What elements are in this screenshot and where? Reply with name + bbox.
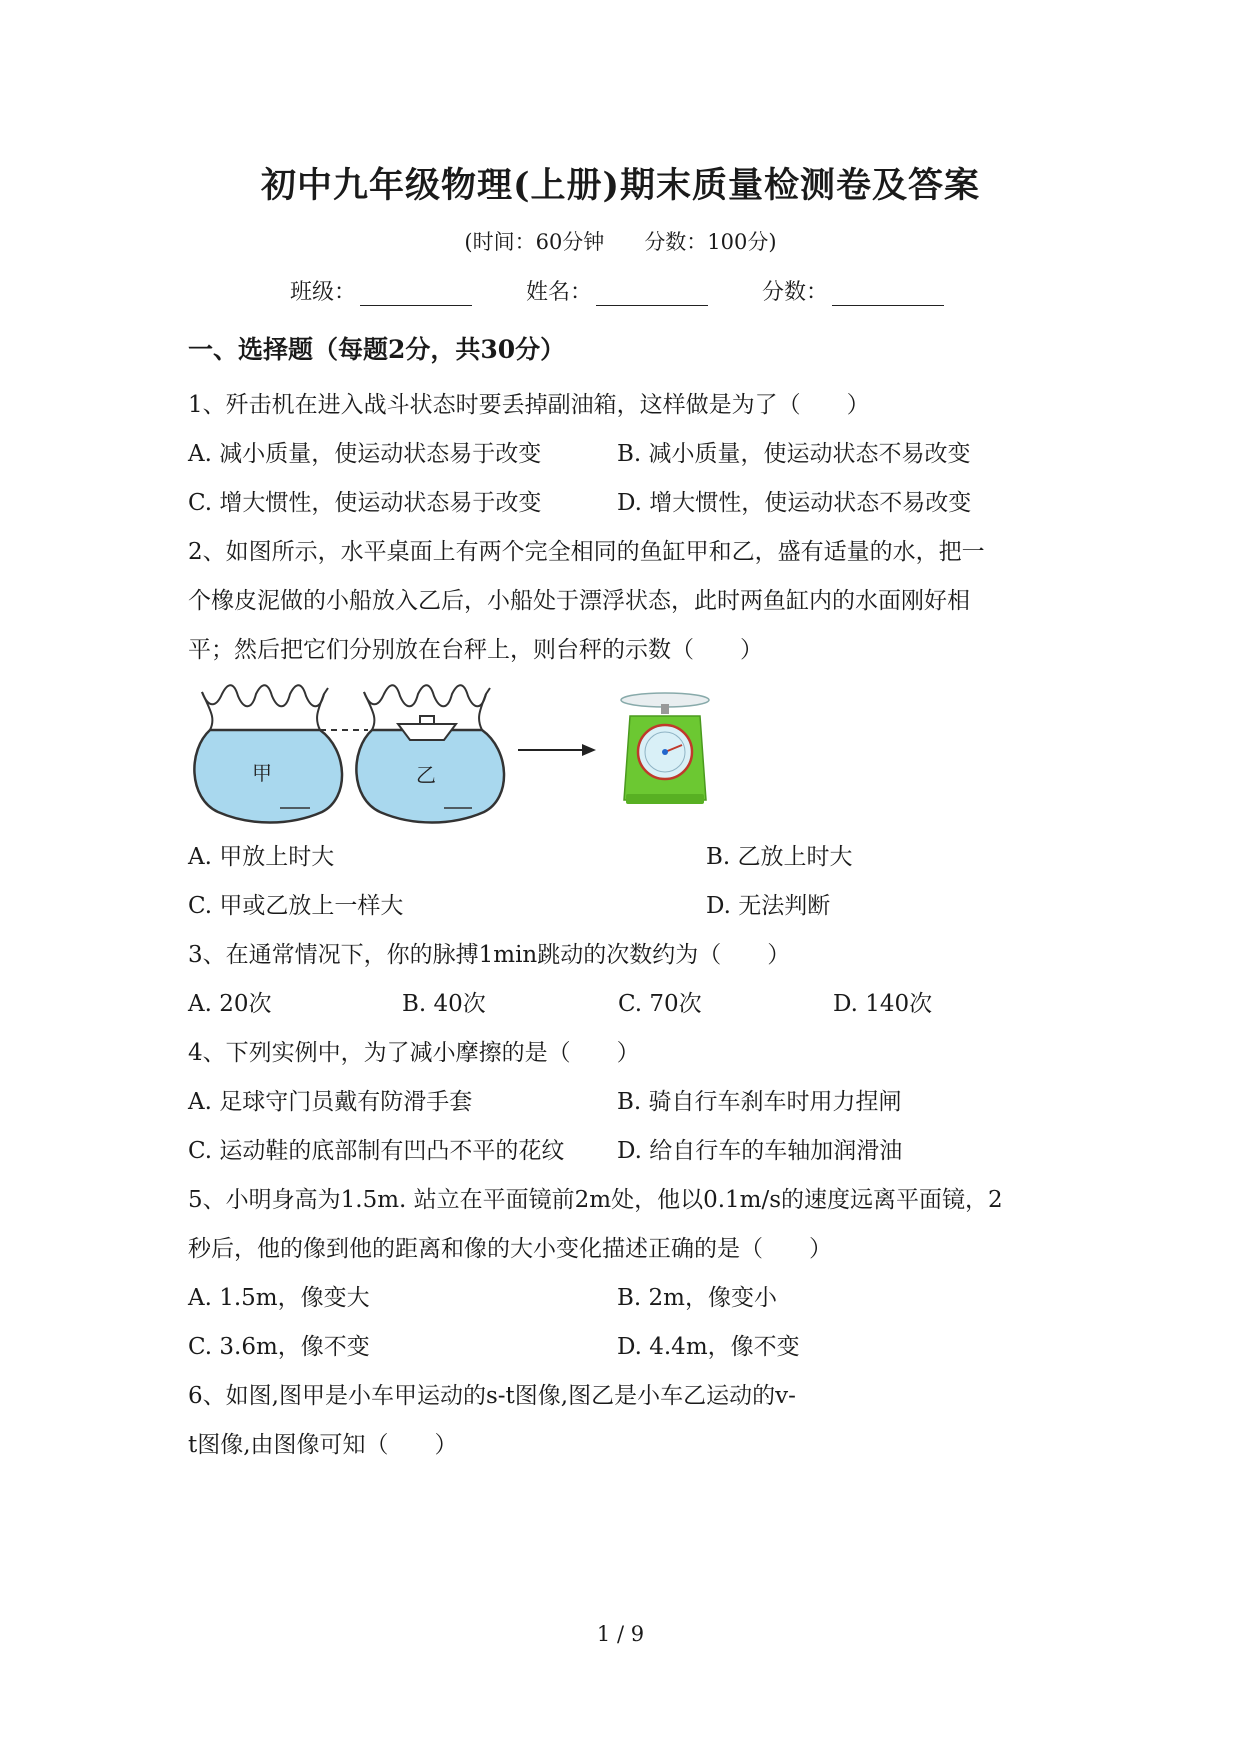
q2-option-d: D. 无法判断 — [706, 893, 831, 919]
page-title: 初中九年级物理(上册)期末质量检测卷及答案 — [260, 165, 981, 206]
exam-total-score: 分数：100分) — [644, 230, 777, 254]
exam-time: (时间：60分钟 — [464, 230, 605, 254]
score-blank[interactable] — [832, 283, 944, 306]
q5-option-b: B. 2m，像变小 — [617, 1285, 777, 1311]
section-heading: 一、选择题（每题2分，共30分） — [188, 335, 566, 364]
q5-option-a: A. 1.5m，像变大 — [188, 1285, 370, 1311]
score-field — [762, 275, 944, 306]
q3-option-c: C. 70次 — [618, 991, 702, 1017]
score-label: 分数： — [762, 280, 829, 305]
fish-tank-jia — [194, 685, 342, 822]
platform-scale-icon — [621, 693, 709, 804]
q2-stem-line1: 2、如图所示，水平桌面上有两个完全相同的鱼缸甲和乙，盛有适量的水，把一 — [188, 539, 985, 565]
q4-option-c: C. 运动鞋的底部制有凹凸不平的花纹 — [188, 1138, 565, 1164]
q2-stem-line2: 个橡皮泥做的小船放入乙后，小船处于漂浮状态，此时两鱼缸内的水面刚好相 — [188, 588, 970, 614]
exam-meta — [0, 226, 1241, 256]
q4-stem: 4、下列实例中，为了减小摩擦的是（ ） — [188, 1040, 640, 1066]
q3-option-d: D. 140次 — [833, 991, 933, 1017]
name-field — [526, 275, 708, 306]
arrow-icon — [518, 744, 596, 756]
q1-option-b: B. 减小质量，使运动状态不易改变 — [617, 441, 971, 467]
boat-icon — [398, 716, 456, 740]
q5-stem-line1: 5、小明身高为1.5m. 站立在平面镜前2m处，他以0.1m/s的速度远离平面镜，2 — [188, 1187, 1003, 1213]
q1-option-c: C. 增大惯性，使运动状态易于改变 — [188, 490, 542, 516]
tank-jia-label: 甲 — [252, 761, 272, 785]
q3-stem: 3、在通常情况下，你的脉搏1min跳动的次数约为（ ） — [188, 942, 791, 968]
class-label: 班级： — [290, 280, 357, 305]
q4-option-b: B. 骑自行车刹车时用力捏闸 — [617, 1089, 902, 1115]
name-blank[interactable] — [596, 283, 708, 306]
q4-option-d: D. 给自行车的车轴加润滑油 — [617, 1138, 903, 1164]
q6-stem-line1: 6、如图,图甲是小车甲运动的s-t图像,图乙是小车乙运动的v- — [188, 1383, 796, 1409]
name-label: 姓名： — [526, 280, 593, 305]
q4-option-a: A. 足球守门员戴有防滑手套 — [188, 1089, 473, 1115]
page-number: 1 / 9 — [596, 1622, 645, 1646]
q2-stem-line3: 平；然后把它们分别放在台秤上，则台秤的示数（ ） — [188, 637, 763, 663]
fish-tank-figure — [190, 680, 750, 830]
tank-yi-label: 乙 — [416, 763, 436, 787]
class-field — [290, 275, 472, 306]
q3-option-b: B. 40次 — [402, 991, 486, 1017]
q1-stem: 1、歼击机在进入战斗状态时要丢掉副油箱，这样做是为了（ ） — [188, 392, 870, 418]
q1-option-d: D. 增大惯性，使运动状态不易改变 — [617, 490, 972, 516]
fish-tank-yi — [356, 685, 504, 822]
q3-option-a: A. 20次 — [188, 991, 272, 1017]
q2-option-c: C. 甲或乙放上一样大 — [188, 893, 404, 919]
q2-option-b: B. 乙放上时大 — [706, 844, 853, 870]
q5-option-c: C. 3.6m，像不变 — [188, 1334, 370, 1360]
q5-stem-line2: 秒后，他的像到他的距离和像的大小变化描述正确的是（ ） — [188, 1236, 832, 1262]
q5-option-d: D. 4.4m，像不变 — [617, 1334, 800, 1360]
class-blank[interactable] — [360, 283, 472, 306]
q1-option-a: A. 减小质量，使运动状态易于改变 — [188, 441, 542, 467]
q6-stem-line2: t图像,由图像可知（ ） — [188, 1432, 458, 1458]
q2-option-a: A. 甲放上时大 — [188, 844, 335, 870]
